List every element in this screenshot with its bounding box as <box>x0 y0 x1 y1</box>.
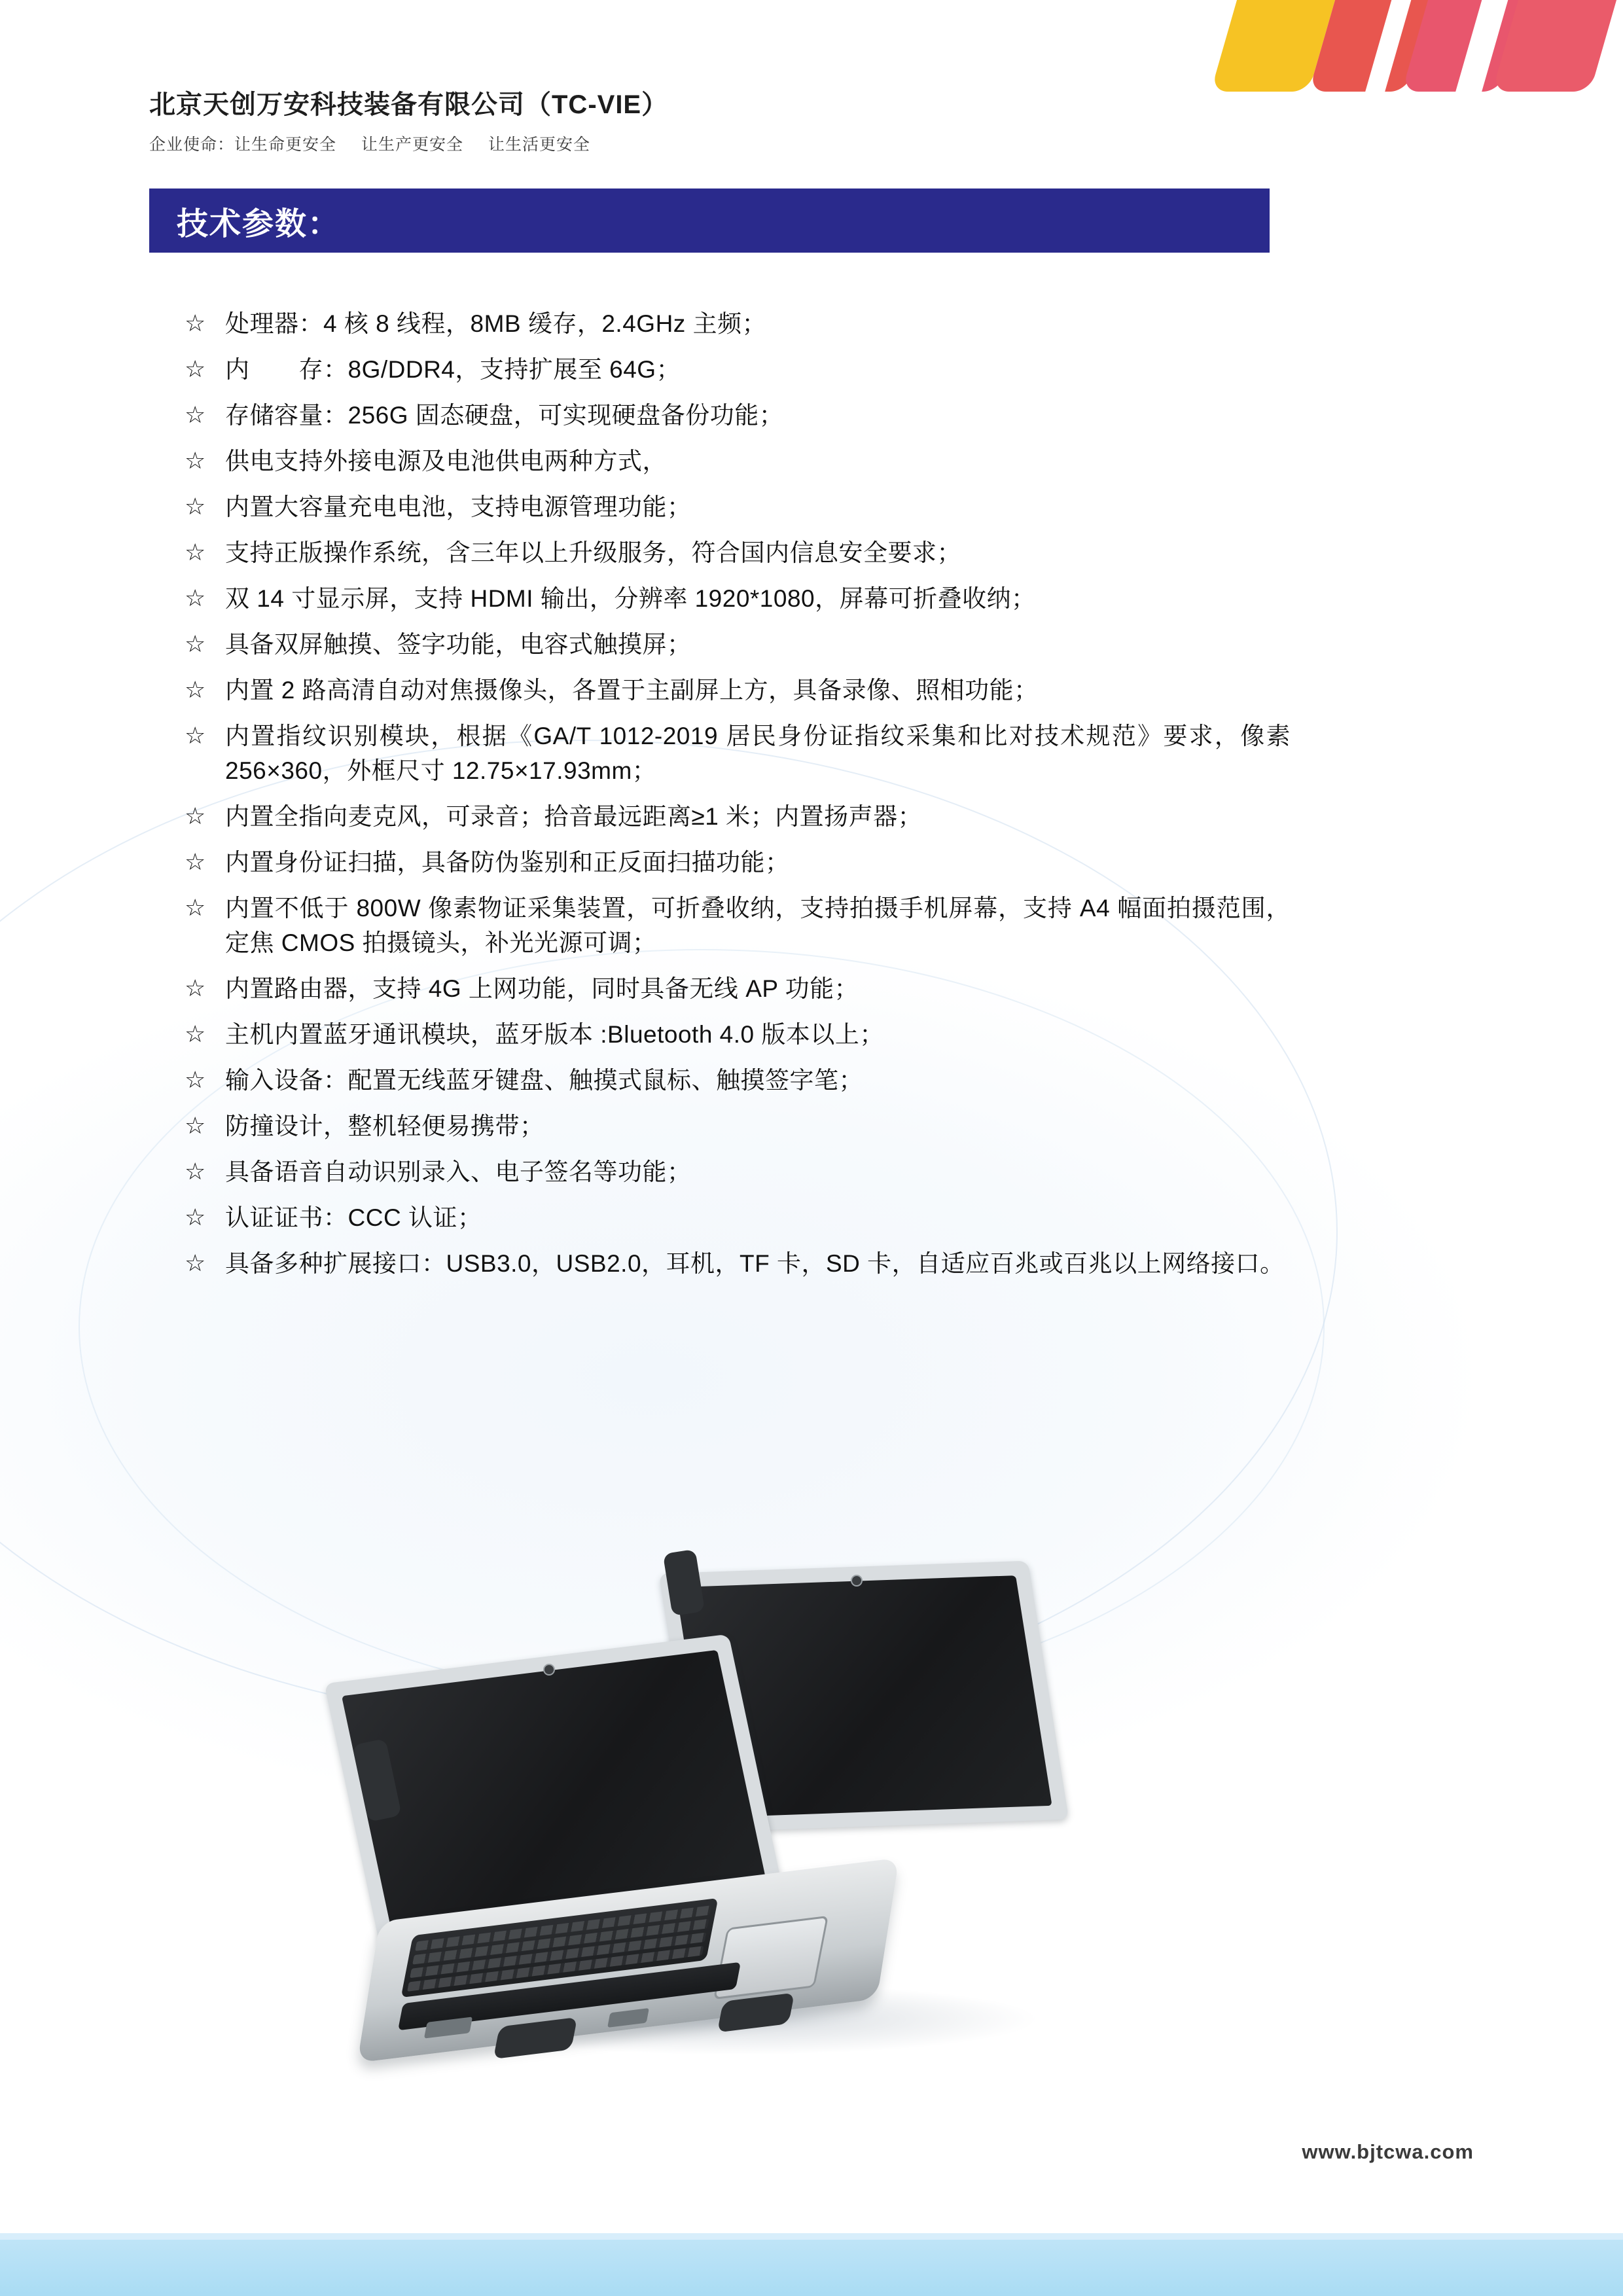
list-item <box>185 444 1291 478</box>
document-header <box>149 84 668 155</box>
star-icon: ☆ <box>185 447 206 474</box>
star-icon: ☆ <box>185 493 206 520</box>
spec-text: 内 存：8G/DDR4，支持扩展至 64G； <box>225 356 681 383</box>
spec-text: 支持正版操作系统，含三年以上升级服务，符合国内信息安全要求； <box>225 539 961 566</box>
spec-text: 内置身份证扫描，具备防伪鉴别和正反面扫描功能； <box>225 849 790 876</box>
spec-text: 内置指纹识别模块，根据《GA/T 1012-2019 居民身份证指纹采集和比对技术规范》要求，像素 256×360，外框尺寸 12.75×17.93mm； <box>225 723 1291 784</box>
spec-text: 供电支持外接电源及电池供电两种方式， <box>225 448 667 475</box>
list-item <box>185 581 1291 616</box>
spec-text: 主机内置蓝牙通讯模块，蓝牙版本 :Bluetooth 4.0 版本以上； <box>225 1021 884 1048</box>
product-photo <box>327 1525 1132 2114</box>
spec-text: 具备双屏触摸、签字功能，电容式触摸屏； <box>225 631 692 658</box>
star-icon: ☆ <box>185 401 206 428</box>
mission-part-2: 让生产更安全 <box>361 135 463 154</box>
spec-text: 具备语音自动识别录入、电子签名等功能； <box>225 1158 692 1185</box>
mission-part-1: 企业使命：让生命更安全 <box>149 135 337 154</box>
star-icon: ☆ <box>185 584 206 611</box>
star-icon: ☆ <box>185 722 206 749</box>
list-item <box>185 306 1291 341</box>
star-icon: ☆ <box>185 539 206 565</box>
mission-part-3: 让生活更安全 <box>488 135 590 154</box>
list-item <box>185 719 1291 788</box>
spec-text: 处理器：4 核 8 线程，8MB 缓存，2.4GHz 主频； <box>225 310 767 337</box>
section-title: 技术参数： <box>177 206 341 242</box>
star-icon: ☆ <box>185 1066 206 1093</box>
spec-text: 内置大容量充电电池，支持电源管理功能； <box>225 493 692 520</box>
list-item <box>185 352 1291 387</box>
star-icon: ☆ <box>185 1249 206 1276</box>
star-icon: ☆ <box>185 676 206 703</box>
spec-text: 双 14 寸显示屏，支持 HDMI 输出，分辨率 1920*1080，屏幕可折叠收纳； <box>225 585 1036 612</box>
star-icon: ☆ <box>185 1020 206 1047</box>
list-item <box>185 1063 1291 1098</box>
list-item <box>185 535 1291 570</box>
list-item <box>185 673 1291 708</box>
spec-text: 内置路由器，支持 4G 上网功能，同时具备无线 AP 功能； <box>225 975 859 1002</box>
corner-ribbon-decoration <box>1165 0 1623 144</box>
website-url: www.bjtcwa.com <box>1302 2140 1474 2163</box>
camera-icon-main <box>543 1664 555 1676</box>
list-item <box>185 1246 1291 1281</box>
list-item <box>185 1017 1291 1052</box>
star-icon: ☆ <box>185 310 206 336</box>
star-icon: ☆ <box>185 848 206 875</box>
star-icon: ☆ <box>185 802 206 829</box>
star-icon: ☆ <box>185 894 206 921</box>
footer-band <box>0 2240 1623 2296</box>
spec-text: 认证证书：CCC 认证； <box>225 1204 482 1231</box>
list-item <box>185 845 1291 880</box>
list-item <box>185 799 1291 834</box>
spec-list <box>185 306 1291 1292</box>
list-item <box>185 627 1291 662</box>
star-icon: ☆ <box>185 1204 206 1230</box>
spec-text: 存储容量：256G 固态硬盘，可实现硬盘备份功能； <box>225 402 784 429</box>
star-icon: ☆ <box>185 630 206 657</box>
company-name: 北京天创万安科技装备有限公司（TC-VIE） <box>149 90 669 119</box>
list-item <box>185 1109 1291 1143</box>
star-icon: ☆ <box>185 1158 206 1185</box>
spec-text: 内置全指向麦克风，可录音；拾音最远距离≥1 米；内置扬声器； <box>225 803 923 830</box>
list-item <box>185 398 1291 433</box>
list-item <box>185 1155 1291 1189</box>
star-icon: ☆ <box>185 1112 206 1139</box>
spec-text: 输入设备：配置无线蓝牙键盘、触摸式鼠标、触摸签字笔； <box>225 1067 863 1094</box>
footer-band-light <box>0 2233 1623 2240</box>
company-mission <box>149 132 668 155</box>
star-icon: ☆ <box>185 975 206 1001</box>
list-item <box>185 1200 1291 1235</box>
spec-text: 具备多种扩展接口：USB3.0，USB2.0，耳机，TF 卡，SD 卡，自适应百兆或百兆以上网络接口。 <box>225 1250 1285 1277</box>
spec-text: 防撞设计，整机轻便易携带； <box>225 1113 544 1139</box>
camera-icon-secondary <box>851 1575 863 1587</box>
star-icon: ☆ <box>185 355 206 382</box>
section-title-bar <box>149 188 1270 253</box>
list-item <box>185 891 1291 960</box>
list-item <box>185 490 1291 524</box>
spec-text: 内置不低于 800W 像素物证采集装置，可折叠收纳，支持拍摄手机屏幕，支持 A4 幅面拍摄范围，定焦 CMOS 拍摄镜头，补光光源可调； <box>225 895 1291 956</box>
list-item <box>185 971 1291 1006</box>
spec-text: 内置 2 路高清自动对焦摄像头，各置于主副屏上方，具备录像、照相功能； <box>225 677 1039 704</box>
